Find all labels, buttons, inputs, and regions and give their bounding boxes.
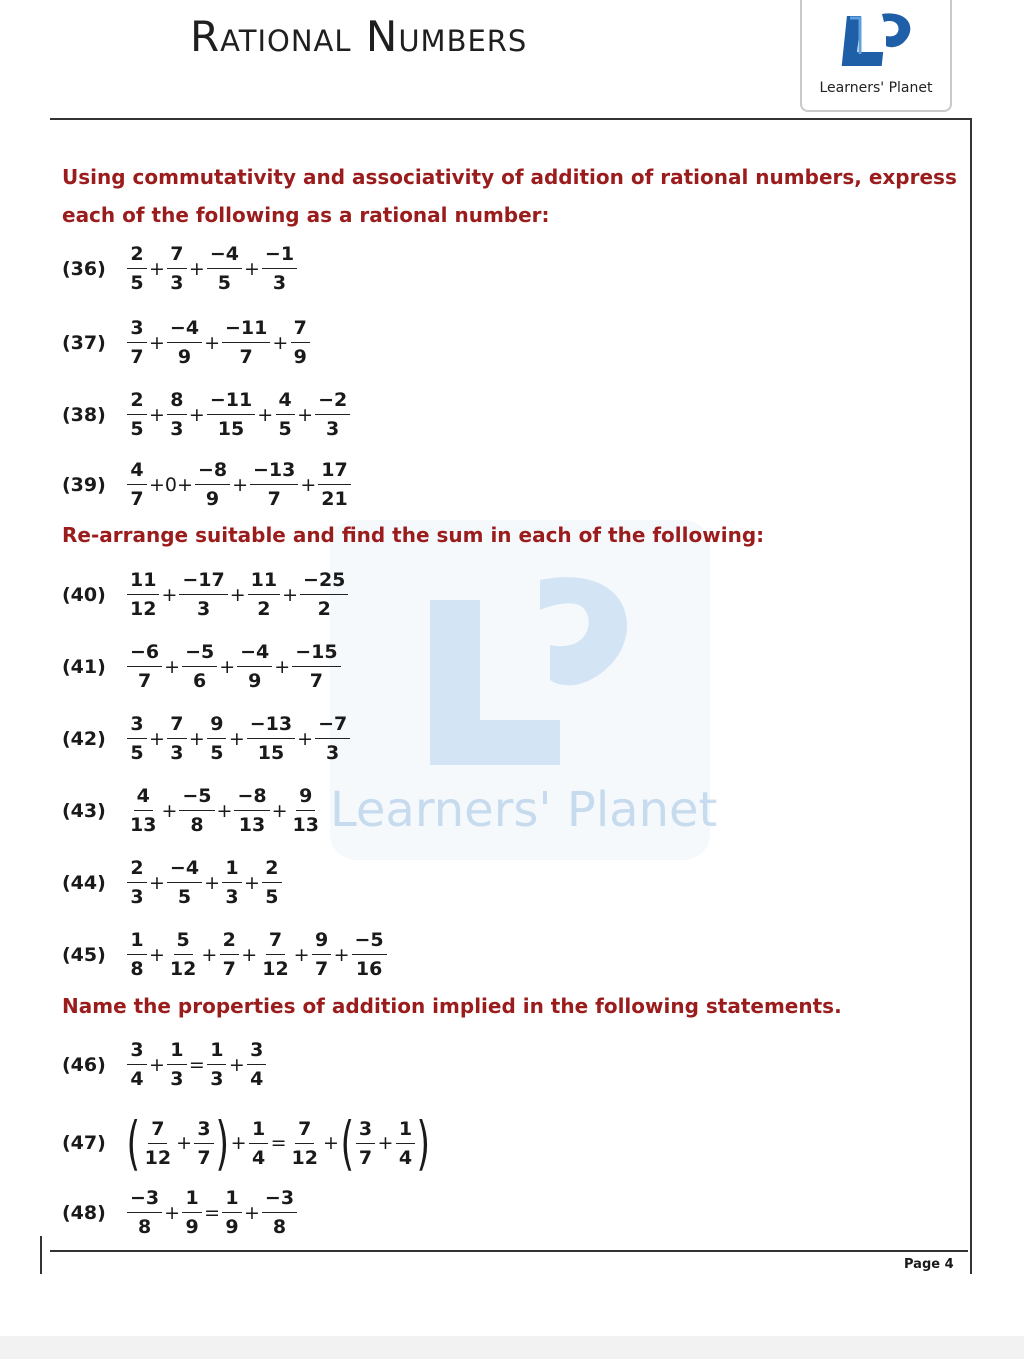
operator: + [271,799,288,822]
numerator: 2 [127,390,146,415]
denominator: 7 [197,1146,211,1169]
fraction [290,318,310,367]
denominator: 12 [291,1146,318,1169]
denominator: 6 [193,670,207,692]
denominator: 12 [169,958,197,980]
numerator: 11 [127,570,159,595]
fraction [300,570,348,619]
problem-47 [62,1109,431,1177]
numerator: −5 [352,930,387,955]
fraction [247,714,295,763]
fraction [167,930,199,979]
numerator: 4 [127,460,146,485]
math-expression [126,390,351,439]
operator: +0+ [149,473,193,496]
numerator: 9 [207,714,226,739]
math-expression [126,460,352,509]
numerator: 4 [134,786,153,811]
denominator: 21 [321,488,348,510]
operator: + [149,871,165,894]
operator: + [188,257,205,280]
operator: + [241,943,258,966]
denominator: 12 [130,598,157,620]
fraction [207,390,255,439]
math-expression [126,570,349,619]
fraction [262,858,282,907]
numerator: −4 [237,642,272,667]
fraction [250,460,298,509]
numerator: 5 [174,930,193,955]
fraction [289,1119,321,1168]
fraction [207,714,227,763]
numerator: 7 [167,244,186,269]
operator: + [188,727,205,750]
footer-divider [50,1250,968,1252]
fraction [237,642,272,691]
numerator: 3 [127,714,146,739]
numerator: −4 [207,244,242,269]
numerator: 1 [222,858,241,883]
fraction [262,244,297,293]
fraction [167,318,202,367]
watermark-text: Learners' Planet [330,782,718,838]
numerator: −11 [207,390,255,415]
numerator: 8 [167,390,186,415]
denominator: 8 [190,814,204,836]
denominator: 4 [130,1068,144,1090]
operator: + [257,403,274,426]
brand-logo [800,0,952,112]
problem-number: (36) [62,257,106,280]
fraction [262,1188,297,1237]
numerator: 3 [247,1040,266,1065]
operator: + [322,1132,339,1154]
operator: + [219,655,236,678]
denominator: 9 [248,670,262,692]
numerator: 7 [295,1119,314,1144]
section-heading-2: Re-arrange suitable and find the sum in each of the following: [62,523,765,547]
fraction [182,1188,202,1237]
right-border [970,118,972,1274]
denominator: 9 [185,1216,199,1238]
left-border [40,1236,42,1274]
parenthesis: ) [416,1109,431,1177]
denominator: 5 [217,272,232,294]
denominator: 3 [272,272,287,294]
operator: + [282,583,299,606]
denominator: 3 [196,598,211,620]
page-number: Page 4 [904,1257,954,1272]
problem-number: (37) [62,331,106,354]
fraction [222,318,270,367]
problem-39 [62,460,352,509]
denominator: 5 [130,742,144,764]
section-heading-1: Using commutativity and associativity of addition of rational numbers, express each of the following as a rational number: [62,165,957,227]
numerator: −4 [167,858,202,883]
denominator: 3 [170,742,184,764]
denominator: 7 [314,958,329,980]
math-expression [126,786,323,835]
fraction [167,244,187,293]
denominator: 5 [177,886,192,908]
problem-42 [62,714,351,763]
math-expression [126,244,298,293]
operator: + [232,473,248,496]
denominator: 16 [355,958,383,980]
fraction [249,1119,269,1168]
header-divider [50,118,972,120]
problem-41 [62,642,342,691]
problem-number: (41) [62,655,106,678]
denominator: 9 [293,346,307,368]
numerator: 2 [220,930,239,955]
denominator: 13 [130,814,157,836]
denominator: 5 [130,418,144,440]
operator: + [243,1201,260,1224]
numerator: −5 [182,642,217,667]
numerator: −1 [262,244,297,269]
denominator: 7 [130,346,144,368]
numerator: 1 [182,1188,201,1213]
operator: + [243,871,260,894]
denominator: 2 [257,598,271,620]
operator: + [274,655,291,678]
problem-number: (44) [62,871,106,894]
denominator: 12 [144,1146,172,1169]
operator: + [149,943,165,966]
denominator: 7 [222,958,236,980]
operator: + [161,799,178,822]
denominator: 13 [238,814,266,836]
fraction [179,786,214,835]
fraction [127,1040,147,1089]
denominator: 4 [398,1146,413,1169]
denominator: 7 [309,670,323,692]
watermark-logo-icon [390,540,650,780]
denominator: 9 [205,488,220,510]
numerator: 1 [127,930,146,955]
denominator: 3 [170,272,184,294]
denominator: 5 [265,886,279,908]
fraction [234,786,269,835]
numerator: 1 [222,1188,241,1213]
numerator: 3 [194,1119,213,1144]
section-heading-3: Name the properties of addition implied in the following statements. [62,994,842,1018]
denominator: 4 [251,1146,266,1169]
numerator: 3 [127,1040,146,1065]
math-expression [126,318,311,367]
numerator: 2 [127,244,146,269]
operator: + [377,1132,394,1154]
operator: + [228,727,245,750]
denominator: 5 [278,418,292,440]
numerator: −8 [195,460,230,485]
fraction [127,390,147,439]
denominator: 15 [257,742,285,764]
operator: + [230,1132,247,1154]
problem-number: (38) [62,403,106,426]
fraction [259,930,291,979]
problem-number: (46) [62,1053,106,1076]
fraction [247,1040,267,1089]
operator: = [204,1201,220,1224]
denominator: 7 [137,670,152,692]
numerator: 1 [167,1040,186,1065]
operator: + [149,1053,165,1076]
numerator: 7 [291,318,310,343]
problem-number: (40) [62,583,106,606]
numerator: 1 [207,1040,226,1065]
fraction [222,1188,242,1237]
operator: + [300,473,317,496]
denominator: 3 [170,1068,184,1090]
operator: + [176,1132,193,1154]
problem-48 [62,1188,298,1237]
math-expression [126,1109,431,1177]
fraction [207,244,242,293]
denominator: 15 [217,418,245,440]
problem-40 [62,570,349,619]
operator: + [149,727,165,750]
problem-46 [62,1040,268,1089]
problem-44 [62,858,283,907]
operator: + [216,799,233,822]
fraction [318,460,350,509]
numerator: −15 [292,642,340,667]
operator: + [201,943,218,966]
operator: + [149,331,165,354]
math-expression [126,930,388,979]
operator: + [188,403,205,426]
numerator: 3 [127,318,146,343]
fraction [290,786,322,835]
denominator: 7 [358,1146,373,1169]
denominator: 12 [262,958,289,980]
math-expression [126,1188,298,1237]
operator: + [204,871,220,894]
fraction [127,318,147,367]
fraction [315,714,350,763]
operator: = [270,1132,287,1154]
problem-number: (48) [62,1201,106,1224]
operator: + [149,257,165,280]
operator: + [333,943,350,966]
operator: + [229,583,246,606]
operator: + [297,727,314,750]
fraction [127,930,147,979]
numerator: 9 [296,786,315,811]
math-expression [126,714,351,763]
numerator: −17 [179,570,227,595]
denominator: 3 [130,886,144,908]
denominator: 9 [225,1216,239,1238]
numerator: −11 [222,318,270,343]
fraction [127,460,147,509]
fraction [127,1188,162,1237]
fraction [127,642,162,691]
denominator: 5 [130,272,144,294]
numerator: −5 [179,786,214,811]
operator: + [228,1053,245,1076]
operator: = [188,1053,205,1076]
operator: + [204,331,220,354]
parenthesis: ( [340,1109,354,1177]
problem-number: (43) [62,799,106,822]
fraction [127,714,147,763]
fraction [275,390,295,439]
fraction [127,244,147,293]
numerator: −6 [127,642,162,667]
fraction [127,786,159,835]
denominator: 3 [326,742,340,764]
numerator: −2 [315,390,350,415]
numerator: −8 [234,786,269,811]
numerator: 7 [148,1119,167,1144]
numerator: 1 [396,1119,415,1144]
numerator: −13 [250,460,298,485]
operator: + [293,943,310,966]
denominator: 4 [250,1068,264,1090]
fraction [292,642,340,691]
denominator: 7 [239,346,253,368]
operator: + [164,655,181,678]
numerator: −7 [315,714,350,739]
problem-45 [62,930,388,979]
denominator: 7 [130,488,144,510]
denominator: 7 [267,488,281,510]
operator: + [243,257,260,280]
numerator: 7 [167,714,186,739]
numerator: 3 [356,1119,375,1144]
problem-number: (39) [62,473,106,496]
operator: + [149,403,165,426]
denominator: 8 [130,958,144,980]
fraction [356,1119,376,1168]
fraction [352,930,387,979]
denominator: 3 [326,418,340,440]
fraction [167,1040,187,1089]
operator: + [272,331,289,354]
fraction [167,858,202,907]
fraction [315,390,350,439]
numerator: −13 [247,714,295,739]
numerator: 1 [249,1119,268,1144]
fraction [194,1119,214,1168]
denominator: 5 [210,742,224,764]
denominator: 2 [317,598,331,620]
problem-number: (45) [62,943,106,966]
math-expression [126,642,342,691]
fraction [312,930,332,979]
parenthesis: ) [215,1109,230,1177]
fraction [222,858,242,907]
operator: + [161,583,178,606]
fraction [182,642,217,691]
problem-number: (47) [62,1132,106,1154]
numerator: 17 [318,460,350,485]
fraction [219,930,239,979]
numerator: −25 [300,570,348,595]
operator: + [164,1201,181,1224]
fraction [142,1119,174,1168]
denominator: 8 [272,1216,287,1238]
problem-38 [62,390,351,439]
numerator: 2 [262,858,281,883]
numerator: 4 [276,390,295,415]
denominator: 8 [137,1216,152,1238]
page-title: Rational Numbers [190,12,528,61]
fraction [127,570,159,619]
math-expression [126,858,283,907]
fraction [207,1040,227,1089]
numerator: −4 [167,318,202,343]
problem-37 [62,318,311,367]
denominator: 9 [177,346,192,368]
denominator: 13 [292,814,319,836]
operator: + [297,403,314,426]
problem-number: (42) [62,727,106,750]
fraction [395,1119,415,1168]
numerator: 7 [266,930,285,955]
fraction [179,570,227,619]
denominator: 3 [225,886,239,908]
fraction [248,570,280,619]
problem-43 [62,786,323,835]
logo-text: Learners' Planet [819,80,933,96]
numerator: −3 [262,1188,297,1213]
watermark [330,520,718,860]
parenthesis: ( [126,1109,141,1177]
numerator: 2 [127,858,146,883]
fraction [167,714,187,763]
numerator: −3 [127,1188,162,1213]
lp-logo-icon [838,6,918,78]
fraction [167,390,187,439]
fraction [127,858,147,907]
denominator: 3 [170,418,184,440]
problem-36 [62,244,298,293]
math-expression [126,1040,268,1089]
fraction [195,460,230,509]
numerator: 9 [312,930,331,955]
denominator: 3 [210,1068,224,1090]
numerator: 11 [248,570,280,595]
